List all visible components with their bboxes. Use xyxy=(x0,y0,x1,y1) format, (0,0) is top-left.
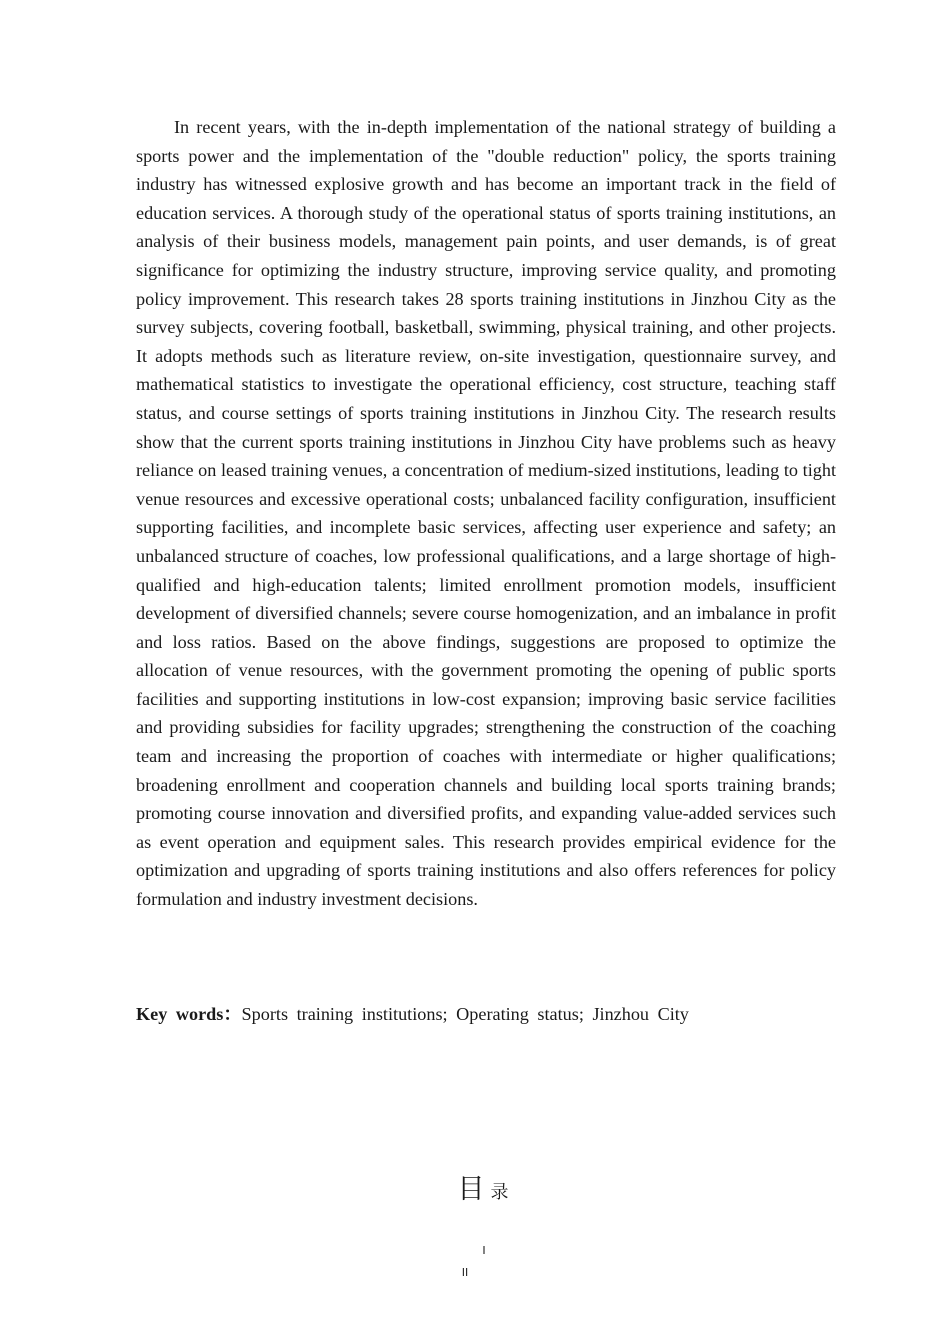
keywords-line xyxy=(136,1000,836,1028)
keywords-text: Sports training institutions; Operating status; Jinzhou City xyxy=(241,1004,689,1024)
toc-heading xyxy=(0,1170,950,1213)
keywords-label: Key words： xyxy=(136,1004,242,1024)
page-number-roman-2: II xyxy=(461,1266,469,1279)
toc-heading-char-2: 录 xyxy=(490,1182,509,1203)
toc-heading-char-1: 目 xyxy=(457,1174,485,1205)
page-number-roman-1: I xyxy=(482,1244,486,1257)
abstract-paragraph: In recent years, with the in-depth implementation of the national strategy of building a sports power and the implementation of the "double reduction" policy, the sports training industry has witnessed explosive growth and has become an important track in the field of education services. A thorough study of the operational status of sports training institutions, an analysis of their business models, management pain points, and user demands, is of great significance for optimizing the industry structure, improving service quality, and promoting policy improvement. This research takes 28 sports training institutions in Jinzhou City as the survey subjects, covering football, basketball, swimming, physical training, and other projects. It adopts methods such as literature review, on-site investigation, questionnaire survey, and mathematical statistics to investigate the operational efficiency, cost structure, teaching staff status, and course settings of sports training institutions in Jinzhou City. The research results show that the current sports training institutions in Jinzhou City have problems such as heavy reliance on leased training venues, a concentration of medium-sized institutions, leading to tight venue resources and excessive operational costs; unbalanced facility configuration, insufficient supporting facilities, and incomplete basic services, affecting user experience and safety; an unbalanced structure of coaches, low professional qualifications, and a large shortage of high-qualified and high-education talents; limited enrollment promotion models, insufficient development of diversified channels; severe course homogenization, and an imbalance in profit and loss ratios. Based on the above findings, suggestions are proposed to optimize the allocation of venue resources, with the government promoting the opening of public sports facilities and supporting institutions in low-cost expansion; improving basic service facilities and providing subsidies for facility upgrades; strengthening the construction of the coaching team and increasing the proportion of coaches with intermediate or higher qualifications; broadening enrollment and cooperation channels and building local sports training brands; promoting course innovation and diversified profits, and expanding value-added services such as event operation and equipment sales. This research provides empirical evidence for the optimization and upgrading of sports training institutions and also offers references for policy formulation and industry investment decisions. xyxy=(136,117,836,910)
